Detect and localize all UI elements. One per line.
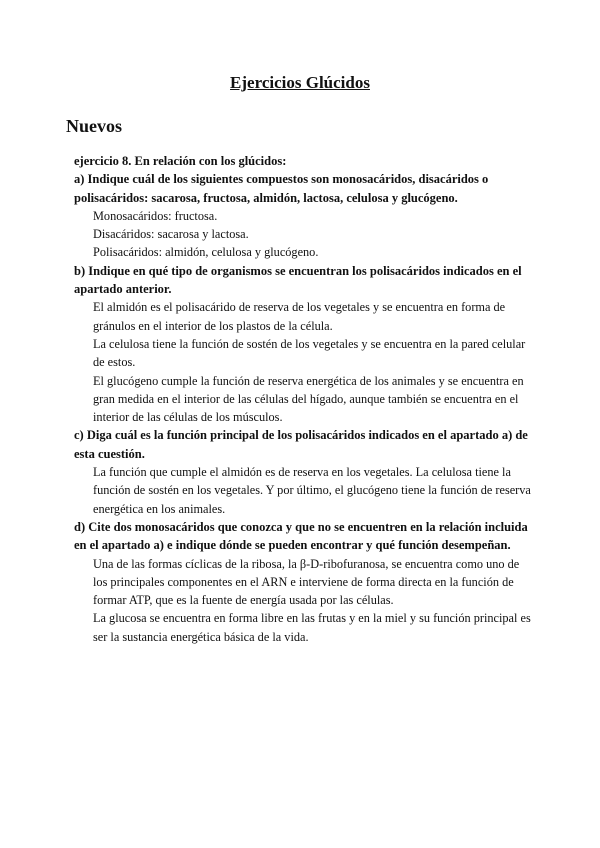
question-d: d) Cite dos monosacáridos que conozca y que no se encuentren en la relación incluida en el apartado a) e indique dónde se pueden encontrar y qué función desempeñan. (74, 519, 528, 553)
answer-b-1: El almidón es el polisacárido de reserva de los vegetales y se encuentra en forma de gránulos en el interior de los plastos de la célula. (93, 300, 506, 333)
answer-b-2: La celulosa tiene la función de sostén de los vegetales y se encuentra en la pared celular de estos. (93, 336, 526, 370)
answer-d-1: Una de las formas cíclicas de la ribosa, la β-D-ribofuranosa, se encuentra como uno de los principales componentes en el ARN e interviene de forma directa en la función de formar ATP, que es la fuente de energía usada por las células. (93, 556, 520, 608)
question-a: a) Indique cuál de los siguientes compuestos son monosacáridos, disacáridos o polisacáridos: sacarosa, fructosa, almidón, lactosa, celulosa y glucógeno. (74, 172, 489, 205)
answer-c-1: La función que cumple el almidón es de reserva en los vegetales. La celulosa tiene la función de sostén en los vegetales. Y por último, el glucógeno tiene la función de reserva energética en los animales. (93, 465, 531, 516)
question-b: b) Indique en qué tipo de organismos se encuentran los polisacáridos indicados en el apartado anterior. (74, 263, 522, 297)
exercise-intro: ejercicio 8. En relación con los glúcidos: (74, 154, 287, 168)
answer-a-2: Disacáridos: sacarosa y lactosa. (93, 227, 249, 242)
document-title: Ejercicios Glúcidos (230, 73, 370, 92)
answer-d-2: La glucosa se encuentra en forma libre en las frutas y en la miel y su función principal es ser la sustancia energética básica de la vida. (93, 611, 531, 644)
answer-a-1: Monosacáridos: fructosa. (93, 208, 218, 223)
section-heading: Nuevos (66, 116, 123, 136)
question-c: c) Diga cuál es la función principal de los polisacáridos indicados en el apartado a) de esta cuestión. (74, 428, 528, 461)
exercise-content (74, 152, 534, 646)
answer-a-3: Polisacáridos: almidón, celulosa y glucógeno. (93, 245, 319, 260)
answer-b-3: El glucógeno cumple la función de reserva energética de los animales y se encuentra en gran medida en el interior de las células del hígado, aunque también se encuentra en el interior de las células de los músculos. (93, 373, 524, 425)
